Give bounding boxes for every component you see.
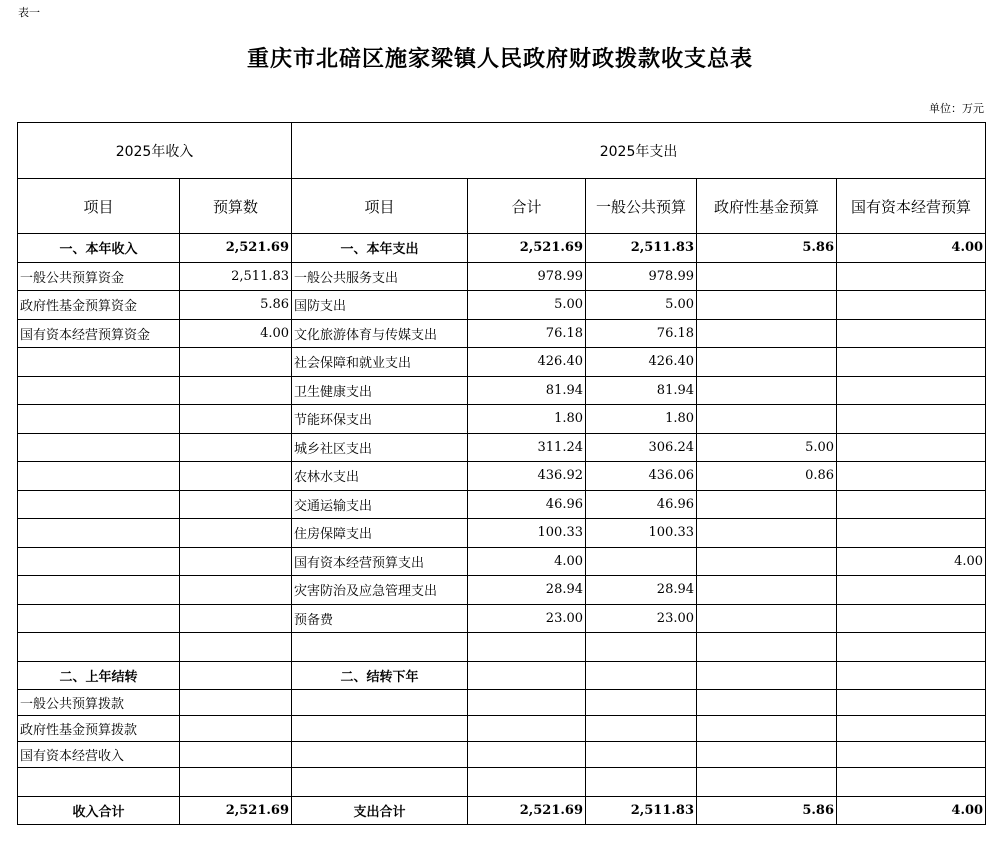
- expense-item: [292, 742, 468, 768]
- income-value: [180, 490, 292, 519]
- table-row: [18, 291, 986, 320]
- expense-item: 住房保障支出: [292, 519, 468, 548]
- table-row: [18, 348, 986, 377]
- col-header-gov-fund: 政府性基金预算: [697, 179, 837, 234]
- income-value: 4.00: [180, 319, 292, 348]
- income-item: 一般公共预算拨款: [18, 690, 180, 716]
- state-capital-value: [837, 716, 986, 742]
- total-value: 76.18: [468, 319, 586, 348]
- income-value: [180, 376, 292, 405]
- income-item: [18, 348, 180, 377]
- table-row: [18, 319, 986, 348]
- total-value: 4.00: [468, 547, 586, 576]
- table-number-label: 表一: [18, 6, 40, 19]
- state-capital-value: 4.00: [837, 234, 986, 263]
- general-value: 436.06: [586, 462, 697, 491]
- total-value: 426.40: [468, 348, 586, 377]
- total-value: 100.33: [468, 519, 586, 548]
- gov-fund-value: [697, 633, 837, 662]
- income-item: [18, 376, 180, 405]
- expense-item: 灾害防治及应急管理支出: [292, 576, 468, 605]
- income-item: 政府性基金预算资金: [18, 291, 180, 320]
- total-value: 436.92: [468, 462, 586, 491]
- table-row: [18, 433, 986, 462]
- general-value: [586, 742, 697, 768]
- gov-fund-value: [697, 716, 837, 742]
- state-capital-value: [837, 661, 986, 690]
- gov-fund-value: [697, 547, 837, 576]
- gov-fund-value: [697, 262, 837, 291]
- general-value: 76.18: [586, 319, 697, 348]
- total-value: 1.80: [468, 405, 586, 434]
- table-row: [18, 661, 986, 690]
- table-row: [18, 547, 986, 576]
- income-item: [18, 433, 180, 462]
- income-item: 国有资本经营预算资金: [18, 319, 180, 348]
- general-value: [586, 716, 697, 742]
- income-item: [18, 576, 180, 605]
- page-title: 重庆市北碚区施家梁镇人民政府财政拨款收支总表: [246, 46, 753, 72]
- expense-item: 社会保障和就业支出: [292, 348, 468, 377]
- expense-item: [292, 690, 468, 716]
- income-value: [180, 547, 292, 576]
- total-value: 5.00: [468, 291, 586, 320]
- state-capital-value: [837, 376, 986, 405]
- income-item: [18, 547, 180, 576]
- gov-fund-value: [697, 405, 837, 434]
- state-capital-value: [837, 519, 986, 548]
- total-value: [468, 768, 586, 797]
- income-item: [18, 490, 180, 519]
- income-item: [18, 405, 180, 434]
- total-value: [468, 716, 586, 742]
- state-capital-value: [837, 291, 986, 320]
- expense-item: 城乡社区支出: [292, 433, 468, 462]
- state-capital-value: [837, 604, 986, 633]
- table-row: [18, 405, 986, 434]
- general-value: 2,511.83: [586, 234, 697, 263]
- state-capital-value: [837, 405, 986, 434]
- budget-table: [17, 122, 986, 825]
- gov-fund-value: [697, 742, 837, 768]
- state-capital-value: [837, 633, 986, 662]
- state-capital-value: [837, 262, 986, 291]
- expense-item: 预备费: [292, 604, 468, 633]
- general-value: 2,511.83: [586, 796, 697, 825]
- gov-fund-value: [697, 319, 837, 348]
- gov-fund-value: [697, 576, 837, 605]
- income-value: [180, 405, 292, 434]
- gov-fund-value: [697, 604, 837, 633]
- income-group-header: 2025年收入: [18, 123, 292, 179]
- col-header-income-item: 项目: [18, 179, 180, 234]
- expense-item: 文化旅游体育与传媒支出: [292, 319, 468, 348]
- income-item: [18, 604, 180, 633]
- income-value: [180, 576, 292, 605]
- general-value: 100.33: [586, 519, 697, 548]
- income-value: 2,521.69: [180, 234, 292, 263]
- income-value: [180, 633, 292, 662]
- income-value: 2,511.83: [180, 262, 292, 291]
- total-value: 23.00: [468, 604, 586, 633]
- income-value: 2,521.69: [180, 796, 292, 825]
- state-capital-value: [837, 462, 986, 491]
- total-value: 81.94: [468, 376, 586, 405]
- income-item: 二、上年结转: [18, 661, 180, 690]
- expense-item: 一般公共服务支出: [292, 262, 468, 291]
- total-value: [468, 633, 586, 662]
- gov-fund-value: 5.86: [697, 796, 837, 825]
- general-value: 1.80: [586, 405, 697, 434]
- income-item: [18, 462, 180, 491]
- table-row: [18, 234, 986, 263]
- general-value: 426.40: [586, 348, 697, 377]
- table-row: [18, 376, 986, 405]
- expense-item: 国防支出: [292, 291, 468, 320]
- income-item: [18, 519, 180, 548]
- income-item: 一、本年收入: [18, 234, 180, 263]
- income-value: [180, 690, 292, 716]
- table-row: [18, 604, 986, 633]
- general-value: 46.96: [586, 490, 697, 519]
- gov-fund-value: [697, 376, 837, 405]
- expense-item: 农林水支出: [292, 462, 468, 491]
- col-header-expense-item: 项目: [292, 179, 468, 234]
- state-capital-value: [837, 576, 986, 605]
- income-item: [18, 768, 180, 797]
- table-row: [18, 796, 986, 825]
- state-capital-value: [837, 348, 986, 377]
- table-row: [18, 633, 986, 662]
- expense-item: 二、结转下年: [292, 661, 468, 690]
- table-row: [18, 519, 986, 548]
- income-value: [180, 433, 292, 462]
- col-header-general: 一般公共预算: [586, 179, 697, 234]
- column-header-row: [18, 179, 986, 234]
- table-row: [18, 690, 986, 716]
- income-value: [180, 742, 292, 768]
- col-header-total: 合计: [468, 179, 586, 234]
- gov-fund-value: 0.86: [697, 462, 837, 491]
- income-value: [180, 604, 292, 633]
- expense-item: 节能环保支出: [292, 405, 468, 434]
- state-capital-value: [837, 433, 986, 462]
- state-capital-value: [837, 768, 986, 797]
- income-value: [180, 519, 292, 548]
- state-capital-value: 4.00: [837, 547, 986, 576]
- general-value: [586, 661, 697, 690]
- income-item: 收入合计: [18, 796, 180, 825]
- total-value: 311.24: [468, 433, 586, 462]
- total-value: 2,521.69: [468, 796, 586, 825]
- table-row: [18, 716, 986, 742]
- expense-item: [292, 716, 468, 742]
- general-value: 306.24: [586, 433, 697, 462]
- state-capital-value: [837, 490, 986, 519]
- income-value: [180, 768, 292, 797]
- general-value: 28.94: [586, 576, 697, 605]
- expense-item: 一、本年支出: [292, 234, 468, 263]
- gov-fund-value: [697, 291, 837, 320]
- table-row: [18, 576, 986, 605]
- general-value: [586, 768, 697, 797]
- total-value: 2,521.69: [468, 234, 586, 263]
- col-header-state-capital: 国有资本经营预算: [837, 179, 986, 234]
- general-value: 81.94: [586, 376, 697, 405]
- general-value: [586, 633, 697, 662]
- state-capital-value: [837, 742, 986, 768]
- total-value: 28.94: [468, 576, 586, 605]
- general-value: [586, 690, 697, 716]
- income-item: 一般公共预算资金: [18, 262, 180, 291]
- gov-fund-value: 5.86: [697, 234, 837, 263]
- total-value: [468, 661, 586, 690]
- income-value: [180, 716, 292, 742]
- expense-item: 国有资本经营预算支出: [292, 547, 468, 576]
- expense-item: 支出合计: [292, 796, 468, 825]
- state-capital-value: 4.00: [837, 796, 986, 825]
- state-capital-value: [837, 690, 986, 716]
- gov-fund-value: [697, 348, 837, 377]
- total-value: 46.96: [468, 490, 586, 519]
- income-value: 5.86: [180, 291, 292, 320]
- table-row: [18, 490, 986, 519]
- expense-item: 交通运输支出: [292, 490, 468, 519]
- total-value: [468, 742, 586, 768]
- gov-fund-value: [697, 690, 837, 716]
- general-value: 978.99: [586, 262, 697, 291]
- table-row: [18, 462, 986, 491]
- table-row: [18, 742, 986, 768]
- general-value: 5.00: [586, 291, 697, 320]
- expense-group-header: 2025年支出: [292, 123, 986, 179]
- income-value: [180, 348, 292, 377]
- general-value: 23.00: [586, 604, 697, 633]
- expense-item: [292, 633, 468, 662]
- table-row: [18, 768, 986, 797]
- unit-label: 单位：万元: [929, 102, 984, 115]
- expense-item: 卫生健康支出: [292, 376, 468, 405]
- income-value: [180, 661, 292, 690]
- total-value: [468, 690, 586, 716]
- income-value: [180, 462, 292, 491]
- gov-fund-value: [697, 490, 837, 519]
- group-header-row: [18, 123, 986, 179]
- col-header-budget: 预算数: [180, 179, 292, 234]
- gov-fund-value: [697, 519, 837, 548]
- gov-fund-value: [697, 768, 837, 797]
- income-item: 国有资本经营收入: [18, 742, 180, 768]
- gov-fund-value: [697, 661, 837, 690]
- table-row: [18, 262, 986, 291]
- general-value: [586, 547, 697, 576]
- income-item: 政府性基金预算拨款: [18, 716, 180, 742]
- gov-fund-value: 5.00: [697, 433, 837, 462]
- expense-item: [292, 768, 468, 797]
- state-capital-value: [837, 319, 986, 348]
- income-item: [18, 633, 180, 662]
- total-value: 978.99: [468, 262, 586, 291]
